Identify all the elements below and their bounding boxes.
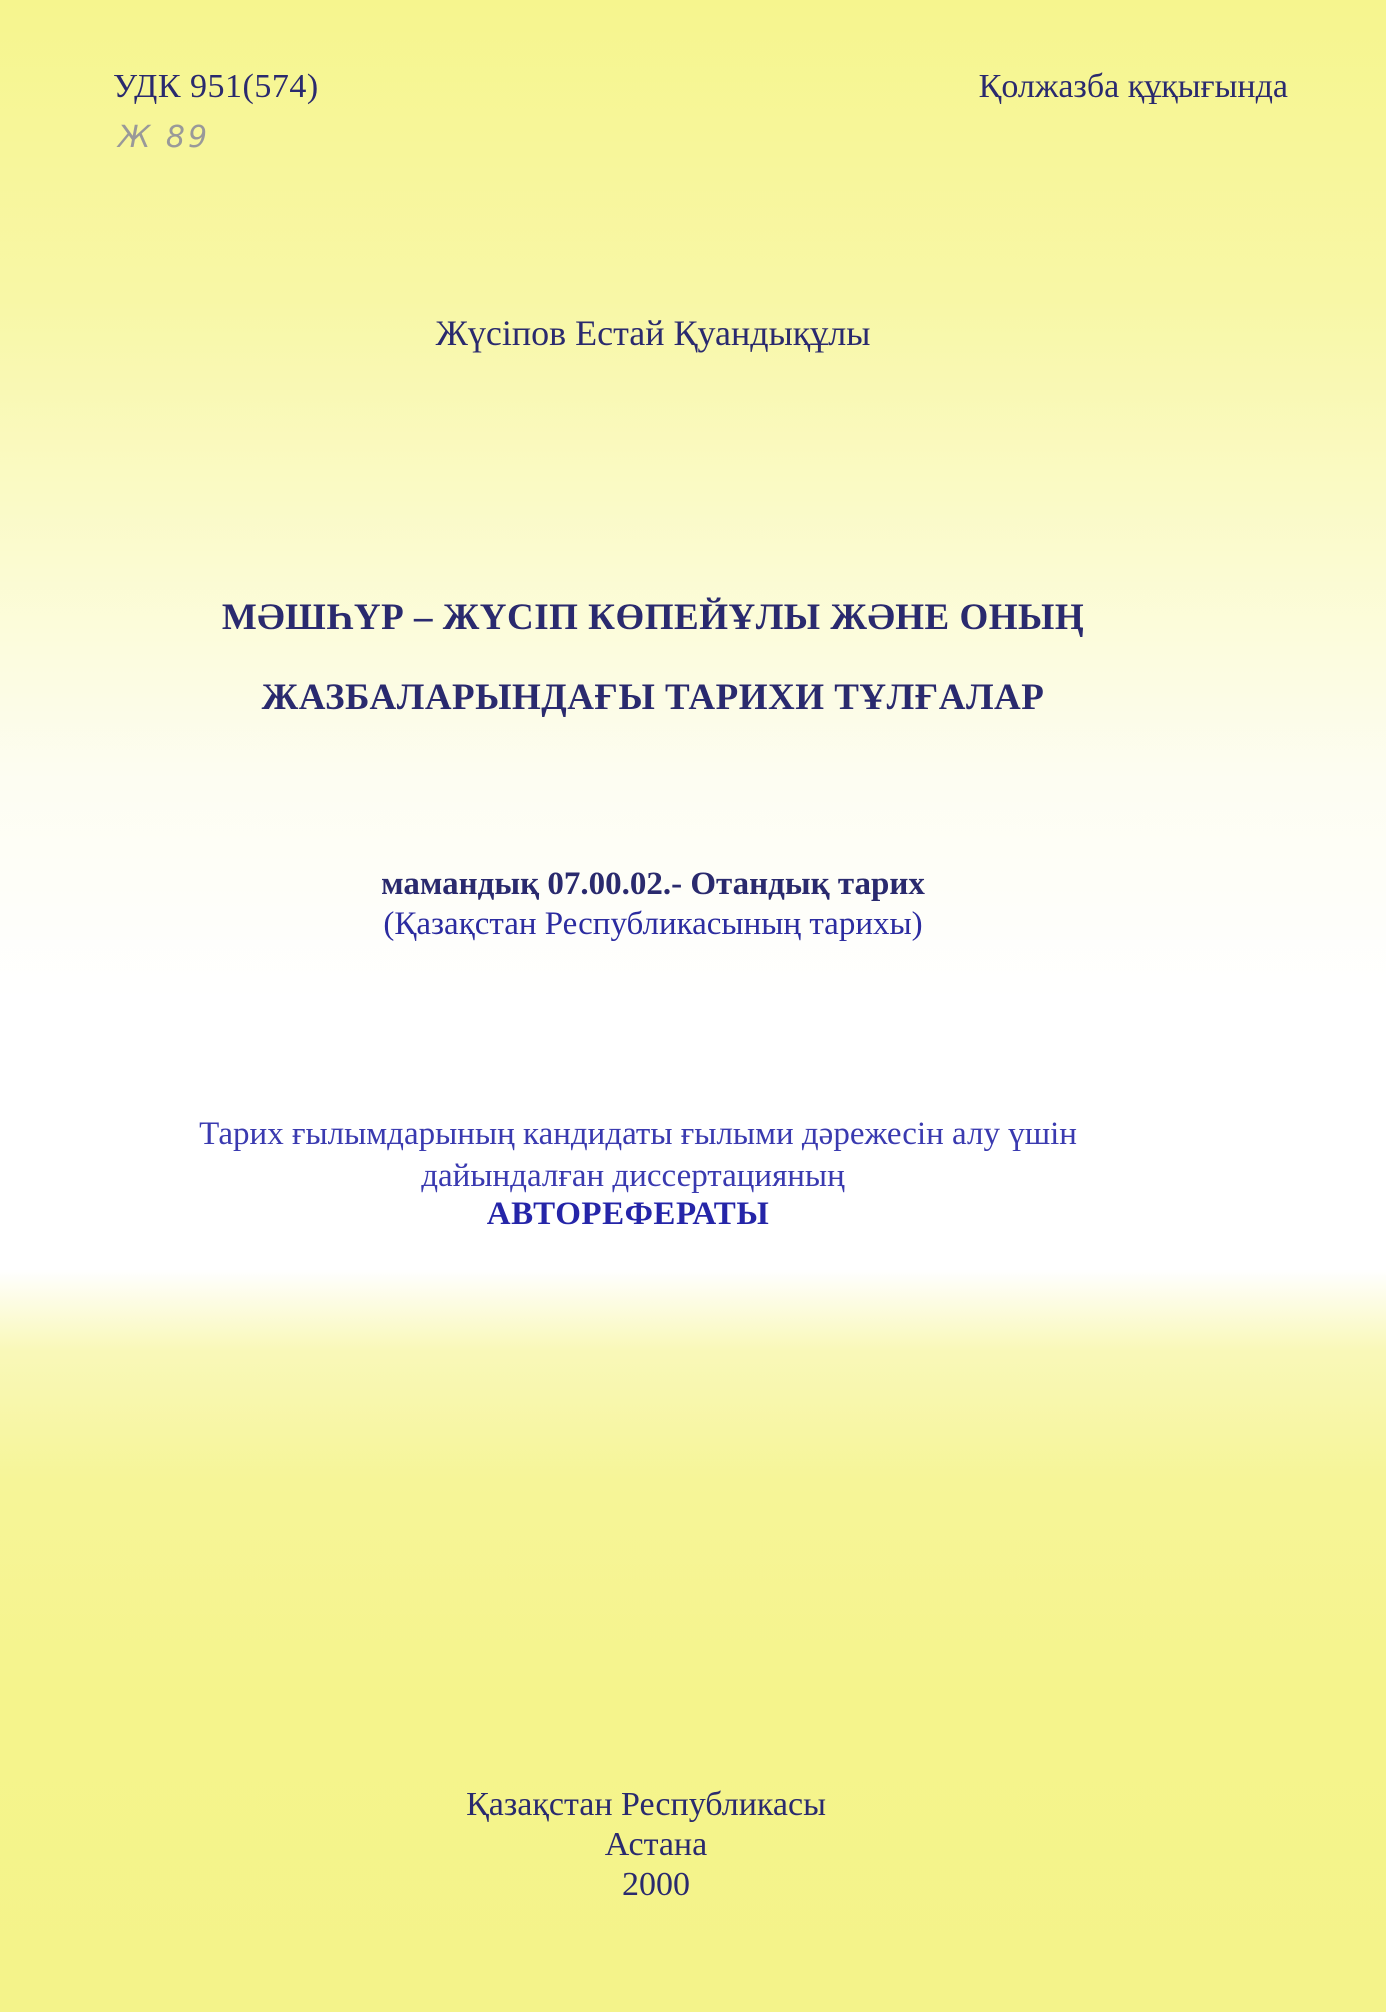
handwritten-mark: Ж 89 — [118, 120, 211, 155]
manuscript-rights-label: Қолжазба құқығында — [978, 68, 1288, 105]
degree-statement: Тарих ғылымдарының кандидаты ғылыми дәрежесін алу үшін — [199, 1116, 1077, 1152]
dissertation-label: дайындалған диссертацияның — [421, 1158, 845, 1194]
title-line-1: МӘШҺҮР – ЖҮСІП КӨПЕЙҰЛЫ ЖӘНЕ ОНЫҢ — [221, 597, 1085, 638]
title-line-2: ЖАЗБАЛАРЫНДАҒЫ ТАРИХИ ТҰЛҒАЛАР — [261, 677, 1045, 718]
author-name: Жүсіпов Естай Қуандықұлы — [435, 313, 871, 353]
country-name: Қазақстан Республикасы — [466, 1786, 826, 1823]
specialty-description: (Қазақстан Республикасының тарихы) — [383, 906, 923, 942]
abstract-heading: АВТОРЕФЕРАТЫ — [486, 1196, 770, 1232]
publication-year: 2000 — [622, 1866, 690, 1903]
specialty-code: мамандық 07.00.02.- Отандық тарих — [381, 866, 925, 902]
udk-code: УДК 951(574) — [113, 68, 319, 105]
city-name: Астана — [604, 1826, 708, 1863]
